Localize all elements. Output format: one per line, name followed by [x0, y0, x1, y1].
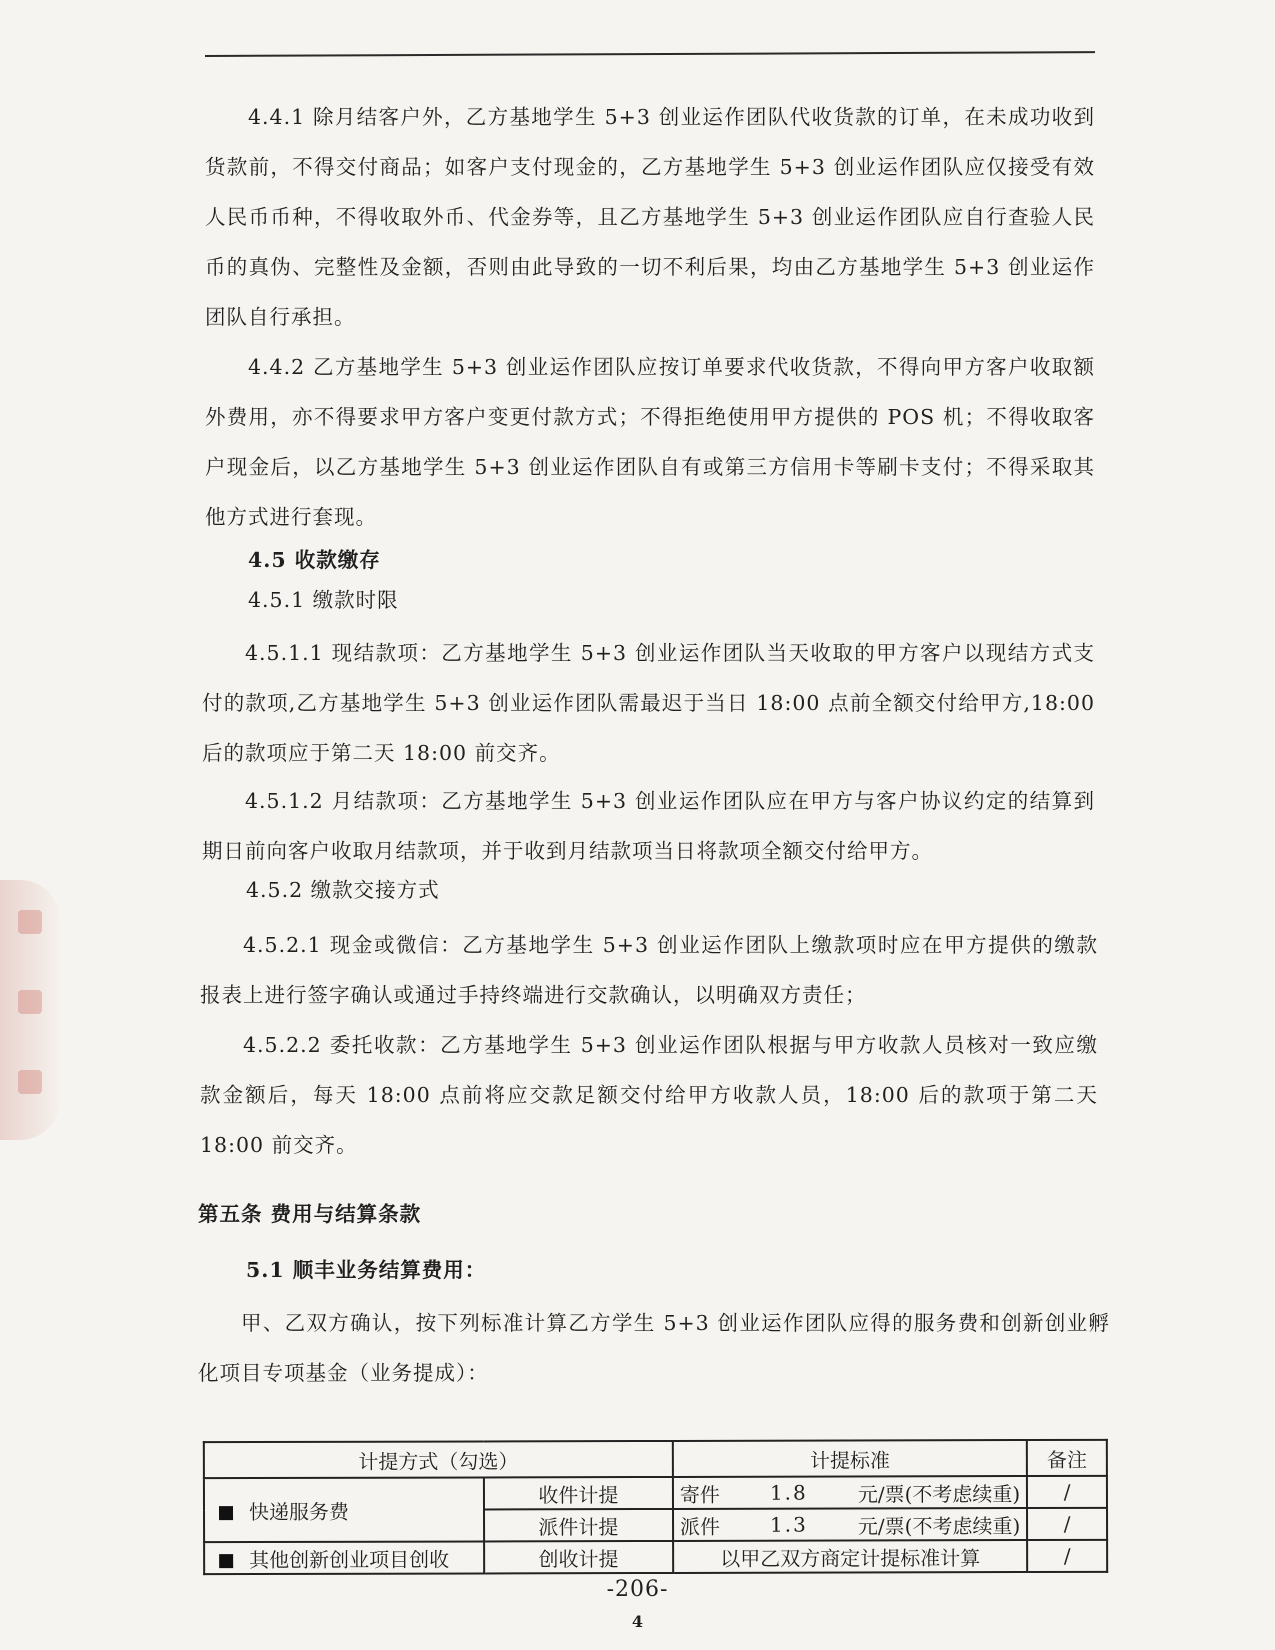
note-cell: / — [1027, 1476, 1107, 1508]
article-5-heading: 第五条 费用与结算条款 — [198, 1202, 422, 1226]
checked-box-icon — [219, 1554, 233, 1568]
standard-prefix: 派件 — [679, 1514, 720, 1539]
fee-standard-table — [203, 1439, 1108, 1575]
category-label: 快递服务费 — [248, 1499, 350, 1524]
page-number: 4 — [631, 1612, 644, 1631]
clause-4-5-1-2: 4.5.1.2 月结款项：乙方基地学生 5+3 创业运作团队应在甲方与客户协议约定的结算到期日前向客户收取月结款项，并于收到月结款项当日将款项全额交付给甲方。 — [202, 789, 1095, 863]
table-row — [204, 1476, 1107, 1510]
standard-cell: 以甲乙双方商定计提标准计算 — [673, 1540, 1027, 1573]
method-cell: 收件计提 — [484, 1477, 673, 1509]
standard-prefix: 寄件 — [679, 1482, 720, 1507]
method-cell: 创收计提 — [484, 1541, 673, 1573]
section-4-5-2-heading: 4.5.2 缴款交接方式 — [246, 878, 440, 902]
seal-stamp-fragment — [0, 880, 60, 1140]
clause-4-5-1-1: 4.5.1.1 现结款项：乙方基地学生 5+3 创业运作团队当天收取的甲方客户以现结方式支付的款项,乙方基地学生 5+3 创业运作团队需最迟于当日 18:00 点前全额交付给甲方,18:00 后的款项应于第二天 18:00 前交齐。 — [202, 641, 1095, 765]
section-5-1-heading: 5.1 顺丰业务结算费用： — [246, 1258, 487, 1282]
clause-5-1-intro: 甲、乙双方确认，按下列标准计算乙方学生 5+3 创业运作团队应得的服务费和创新创业孵化项目专项基金（业务提成）： — [198, 1311, 1110, 1385]
page-marker: -206- — [606, 1577, 669, 1602]
table-row — [204, 1540, 1107, 1574]
standard-suffix: 元/票(不考虑续重) — [857, 1513, 1021, 1538]
standard-value: 1.8 — [769, 1480, 808, 1505]
header-method: 计提方式（勾选） — [204, 1441, 673, 1478]
note-cell: / — [1027, 1508, 1107, 1540]
category-label: 其他创新创业项目创收 — [249, 1547, 450, 1572]
header-standard: 计提标准 — [673, 1440, 1027, 1477]
standard-suffix: 元/票(不考虑续重) — [857, 1481, 1021, 1506]
note-cell: / — [1027, 1540, 1107, 1572]
category-cell-other — [204, 1541, 484, 1574]
method-cell: 派件计提 — [484, 1509, 673, 1541]
section-4-5-heading: 4.5 收款缴存 — [248, 548, 381, 572]
clause-4-4-2: 4.4.2 乙方基地学生 5+3 创业运作团队应按订单要求代收货款，不得向甲方客户收取额外费用，亦不得要求甲方客户变更付款方式；不得拒绝使用甲方提供的 POS 机；不得收取客户现金后，以乙方基地学生 5+3 创业运作团队自有或第三方信用卡等刷卡支付；不得采取其他方式进行套现。 — [205, 355, 1095, 529]
header-rule — [205, 51, 1095, 57]
clause-4-4-1: 4.4.1 除月结客户外，乙方基地学生 5+3 创业运作团队代收货款的订单，在未成功收到货款前，不得交付商品；如客户支付现金的，乙方基地学生 5+3 创业运作团队应仅接受有效人民币币种，不得收取外币、代金券等，且乙方基地学生 5+3 创业运作团队应自行查验人民币的真伪、完整性及金额，否则由此导致的一切不利后果，均由乙方基地学生 5+3 创业运作团队自行承担。 — [205, 105, 1095, 329]
section-4-5-1-heading: 4.5.1 缴款时限 — [248, 588, 399, 612]
clause-4-5-2-2: 4.5.2.2 委托收款：乙方基地学生 5+3 创业运作团队根据与甲方收款人员核对一致应缴款金额后，每天 18:00 点前将应交款足额交付给甲方收款人员，18:00 后的款项于第二天 18:00 前交齐。 — [200, 1033, 1098, 1157]
standard-cell — [673, 1476, 1027, 1509]
category-cell-express — [204, 1477, 484, 1542]
header-note: 备注 — [1027, 1440, 1107, 1476]
standard-cell — [673, 1508, 1027, 1541]
table-header-row — [204, 1440, 1107, 1478]
standard-value: 1.3 — [769, 1512, 808, 1537]
clause-4-5-2-1: 4.5.2.1 现金或微信：乙方基地学生 5+3 创业运作团队上缴款项时应在甲方提供的缴款报表上进行签字确认或通过手持终端进行交款确认，以明确双方责任； — [200, 933, 1098, 1007]
checked-box-icon — [219, 1506, 233, 1520]
